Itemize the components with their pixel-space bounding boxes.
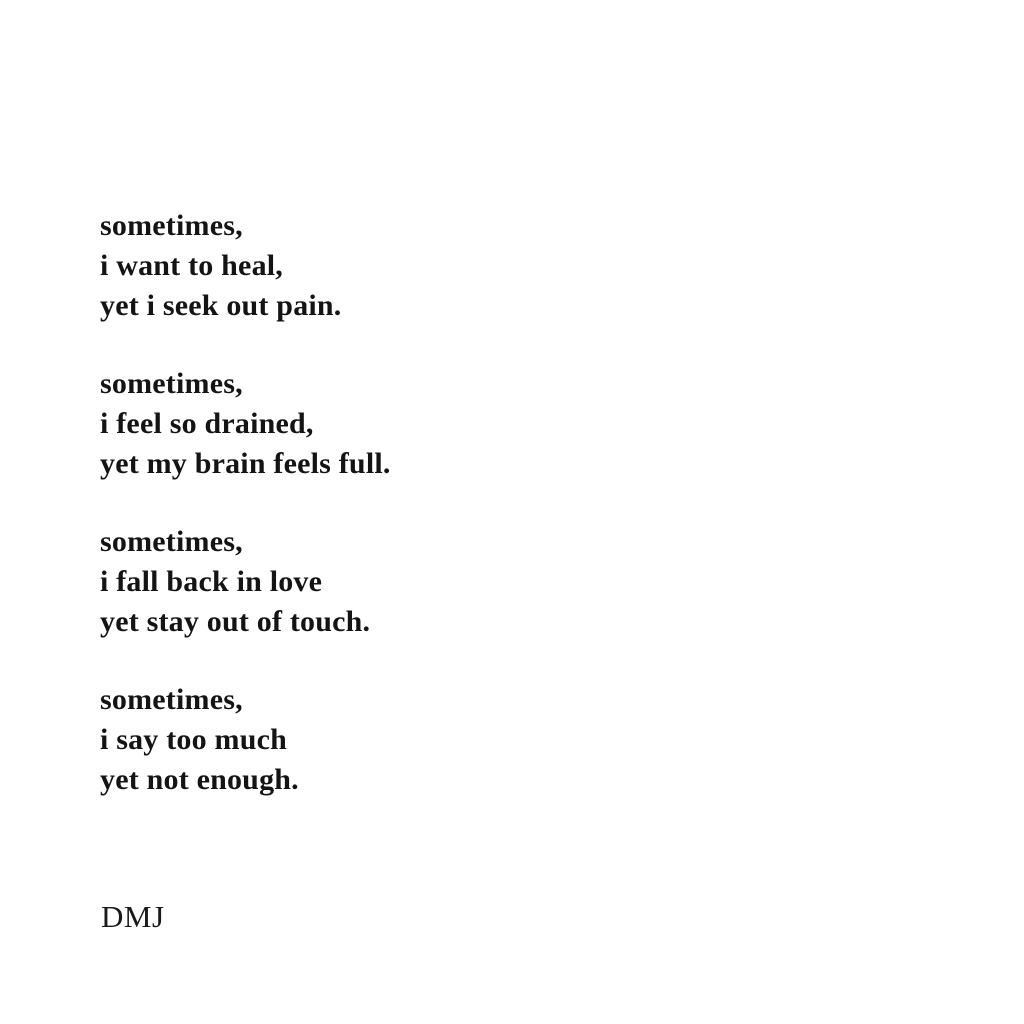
poem-line: sometimes, xyxy=(100,683,243,716)
poem-line: sometimes, xyxy=(100,209,243,242)
author-signature: DMJ xyxy=(101,899,165,934)
poem-body xyxy=(100,206,920,800)
poem-line: i fall back in love xyxy=(100,565,323,598)
stanza-3 xyxy=(100,522,920,642)
poem-line: yet not enough. xyxy=(100,763,299,796)
poem-line: sometimes, xyxy=(100,367,243,400)
poem-line: yet stay out of touch. xyxy=(100,605,371,638)
poem-line: i say too much xyxy=(100,723,287,756)
stanza-4 xyxy=(100,680,920,800)
poem-line: i want to heal, xyxy=(100,249,283,282)
poem-line: i feel so drained, xyxy=(100,407,314,440)
poem-line: sometimes, xyxy=(100,525,243,558)
poem-line: yet i seek out pain. xyxy=(100,289,342,322)
poem-line: yet my brain feels full. xyxy=(100,447,391,480)
stanza-1 xyxy=(100,206,920,326)
stanza-2 xyxy=(100,364,920,484)
